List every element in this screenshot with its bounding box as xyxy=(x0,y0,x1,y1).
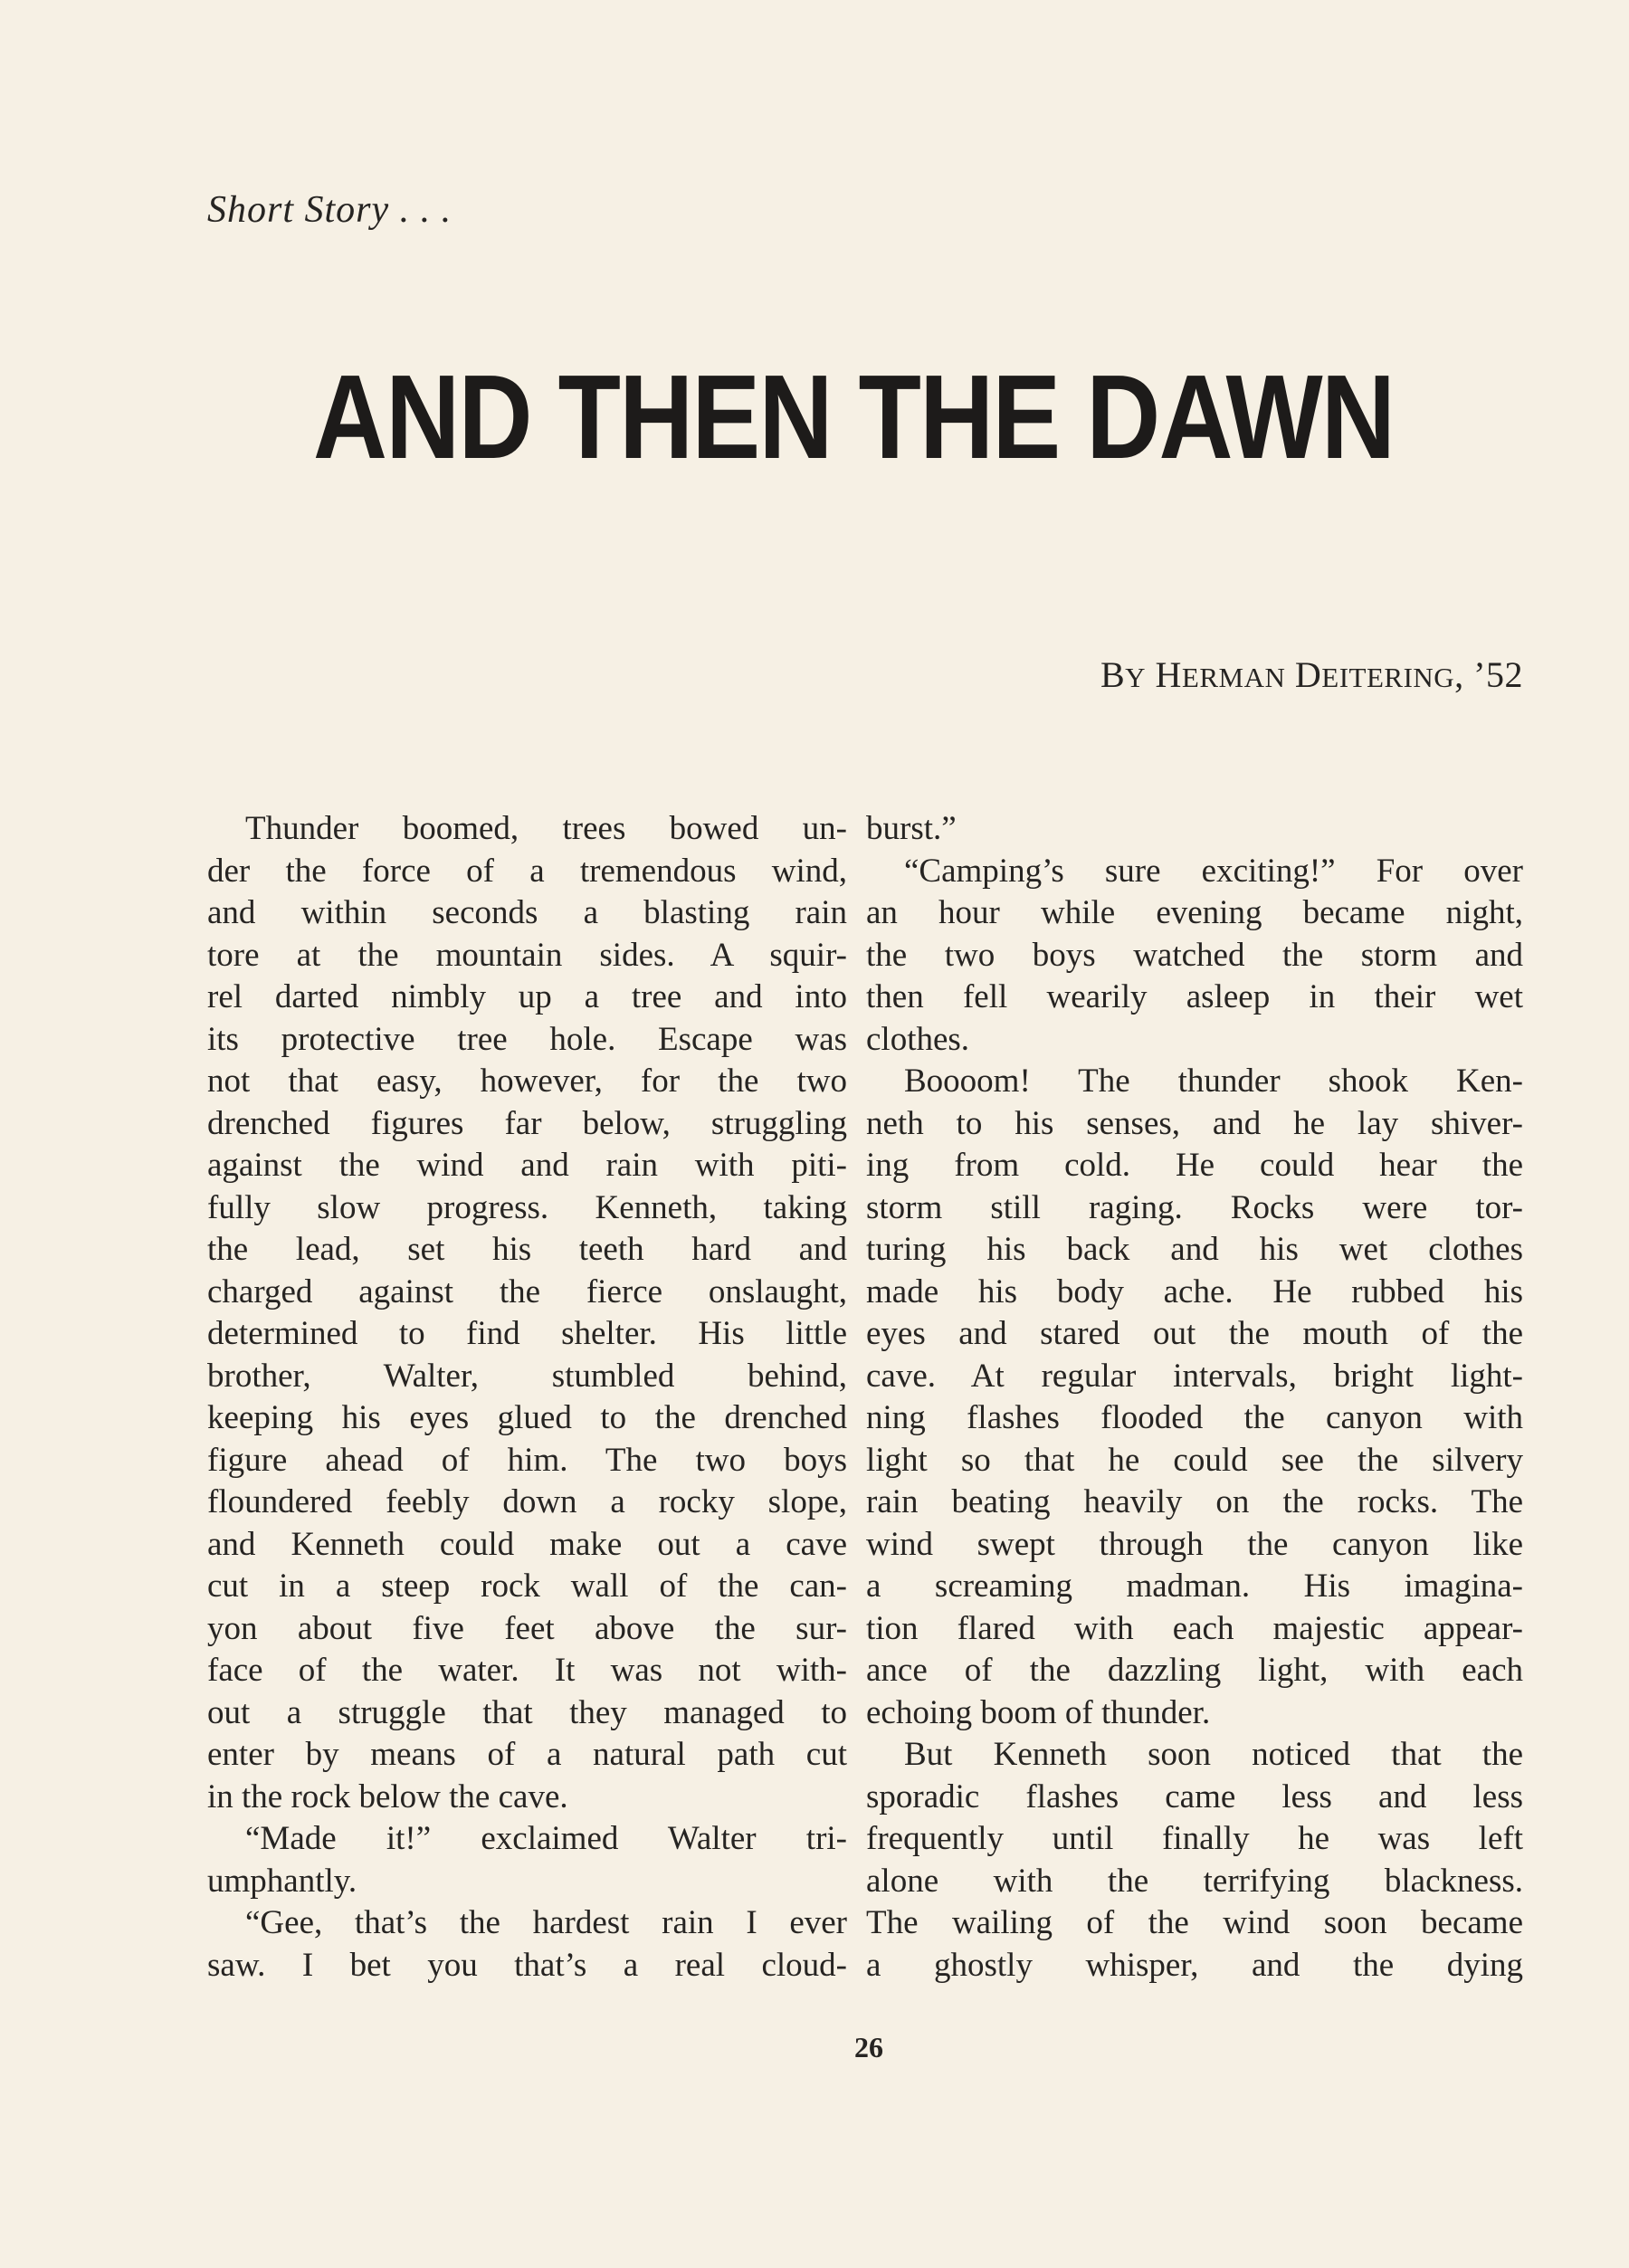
text-line: tore at the mountain sides. A squir- xyxy=(207,936,847,974)
text-line: echoing boom of thunder. xyxy=(866,1693,1211,1731)
text-line: and Kenneth could make out a cave xyxy=(207,1525,847,1563)
page-number: 26 xyxy=(854,2031,883,2063)
text-line: keeping his eyes glued to the drenched xyxy=(207,1399,847,1436)
text-line: the lead, set his teeth hard and xyxy=(207,1231,847,1268)
text-line: neth to his senses, and he lay shiver- xyxy=(866,1104,1523,1142)
text-line: turing his back and his wet clothes xyxy=(866,1231,1523,1268)
text-line: clothes. xyxy=(866,1020,970,1058)
text-line: “Made it!” exclaimed Walter tri- xyxy=(245,1820,847,1857)
text-line: Boooom! The thunder shook Ken- xyxy=(904,1063,1523,1100)
text-line: then fell wearily asleep in their wet xyxy=(866,978,1523,1015)
text-line: “Camping’s sure exciting!” For over xyxy=(904,852,1523,890)
text-line: alone with the terrifying blackness. xyxy=(866,1862,1523,1900)
text-line: against the wind and rain with piti- xyxy=(207,1147,847,1184)
text-line: drenched figures far below, struggling xyxy=(207,1104,847,1142)
byline-first-initial: H xyxy=(1155,654,1182,695)
text-line: frequently until finally he was left xyxy=(866,1820,1523,1857)
section-kicker: Short Story . . . xyxy=(207,189,452,231)
text-line: ing from cold. He could hear the xyxy=(866,1147,1523,1184)
text-line: fully slow progress. Kenneth, taking xyxy=(207,1188,847,1226)
text-line: saw. I bet you that’s a real cloud- xyxy=(207,1946,847,1984)
text-line: rain beating heavily on the rocks. The xyxy=(866,1483,1523,1520)
text-line: umphantly. xyxy=(207,1862,357,1900)
text-line: brother, Walter, stumbled behind, xyxy=(207,1357,847,1395)
text-line: ning flashes flooded the canyon with xyxy=(866,1399,1523,1436)
text-line: and within seconds a blasting rain xyxy=(207,894,847,931)
text-line: enter by means of a natural path cut xyxy=(207,1736,847,1773)
text-line: eyes and stared out the mouth of the xyxy=(866,1315,1523,1352)
text-line: determined to find shelter. His little xyxy=(207,1315,847,1352)
byline-by-rest: Y xyxy=(1125,662,1147,693)
text-line: figure ahead of him. The two boys xyxy=(207,1441,847,1479)
body-column-1 xyxy=(207,808,847,1987)
text-line: not that easy, however, for the two xyxy=(207,1063,847,1100)
text-line: sporadic flashes came less and less xyxy=(866,1777,1523,1815)
text-line: The wailing of the wind soon became xyxy=(866,1904,1523,1941)
text-line: the two boys watched the storm and xyxy=(866,936,1523,974)
text-line: cave. At regular intervals, bright light- xyxy=(866,1357,1523,1395)
text-line: “Gee, that’s the hardest rain I ever xyxy=(245,1904,847,1941)
byline-last-rest: EITERING xyxy=(1321,662,1455,693)
text-line: rel darted nimbly up a tree and into xyxy=(207,978,847,1015)
text-line: a screaming madman. His imagina- xyxy=(866,1568,1523,1605)
text-line: der the force of a tremendous wind, xyxy=(207,852,847,890)
text-line: yon about five feet above the sur- xyxy=(207,1609,847,1647)
byline-first-rest: ERMAN xyxy=(1181,662,1286,693)
text-line: its protective tree hole. Escape was xyxy=(207,1020,847,1058)
text-line: tion flared with each majestic appear- xyxy=(866,1609,1523,1647)
byline xyxy=(1100,653,1523,696)
text-line: face of the water. It was not with- xyxy=(207,1652,847,1689)
text-line: ance of the dazzling light, with each xyxy=(866,1652,1523,1689)
text-line: cut in a steep rock wall of the can- xyxy=(207,1568,847,1605)
text-line: out a struggle that they managed to xyxy=(207,1693,847,1731)
byline-year: , ’52 xyxy=(1454,654,1523,695)
byline-by: B xyxy=(1100,654,1126,695)
text-line: a ghostly whisper, and the dying xyxy=(866,1946,1523,1984)
body-column-2 xyxy=(866,808,1523,1987)
text-line: made his body ache. He rubbed his xyxy=(866,1272,1523,1310)
text-line: burst.” xyxy=(866,810,957,847)
story-title: AND THEN THE DAWN xyxy=(313,350,1395,483)
text-line: charged against the fierce onslaught, xyxy=(207,1272,847,1310)
text-line: storm still raging. Rocks were tor- xyxy=(866,1188,1523,1226)
text-line: light so that he could see the silvery xyxy=(866,1441,1523,1479)
byline-last-initial: D xyxy=(1294,654,1322,695)
text-line: in the rock below the cave. xyxy=(207,1777,568,1815)
text-line: floundered feebly down a rocky slope, xyxy=(207,1483,847,1520)
text-line: an hour while evening became night, xyxy=(866,894,1523,931)
text-line: Thunder boomed, trees bowed un- xyxy=(245,810,847,847)
text-line: But Kenneth soon noticed that the xyxy=(904,1736,1523,1773)
text-line: wind swept through the canyon like xyxy=(866,1525,1523,1563)
